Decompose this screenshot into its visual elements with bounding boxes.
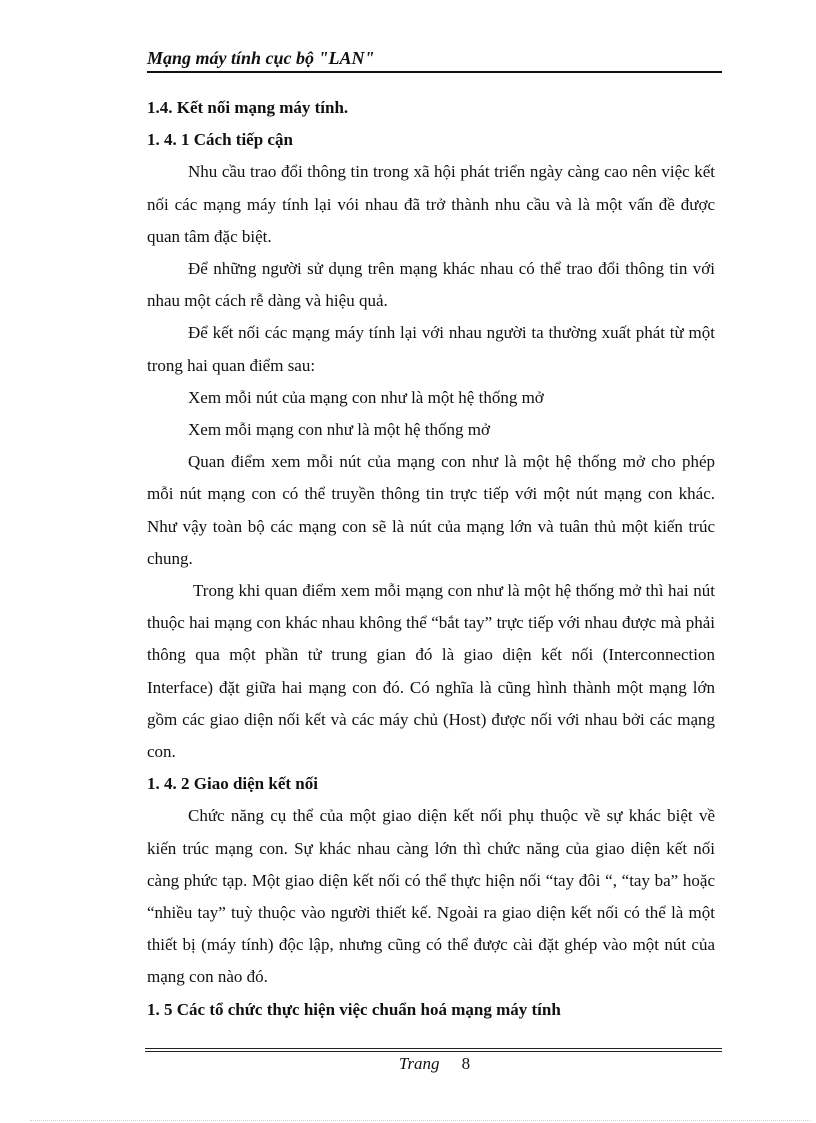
paragraph: Nhu cầu trao đổi thông tin trong xã hội phát triển ngày càng cao nên việc kết nối các mạng máy tính lại vói nhau đã trở thành nhu cầu và là một vấn đề được quan tâm đặc biệt. — [147, 162, 715, 246]
page-footer — [147, 1054, 722, 1074]
footer-rule-top — [145, 1048, 722, 1049]
page-edge-divider — [30, 1120, 810, 1121]
list-item: Xem mỗi mạng con như là một hệ thống mở — [188, 420, 490, 440]
paragraph: Quan điểm xem mỗi nút của mạng con như là một hệ thống mở cho phép mỗi nút mạng con có thể truyền thông tin trực tiếp với một nút mạng con khác. Như vậy toàn bộ các mạng con sẽ là nút của mạng lớn và tuân thủ một kiến trúc chung. — [147, 452, 715, 568]
page-number: 8 — [461, 1054, 471, 1073]
section-heading-1-4-2: 1. 4. 2 Giao diện kết nối — [147, 774, 318, 794]
paragraph: Chức năng cụ thể của một giao diện kết nối phụ thuộc về sự khác biệt về kiến trúc mạng con. Sự khác nhau càng lớn thì chức năng của giao diện kết nối càng phức tạp. Một giao diện kết nối có thể thực hiện nối “tay đôi “, “tay ba” hoặc “nhiều tay” tuỳ thuộc vào người thiết kế. Ngoài ra giao diện kết nối có thể là một thiết bị (máy tính) độc lập, nhưng cũng có thể được cài đặt ghép vào một nút của mạng con nào đó. — [147, 806, 715, 987]
header-title: Mạng máy tính cục bộ "LAN" — [147, 48, 375, 68]
section-heading-1-5: 1. 5 Các tổ chức thực hiện việc chuẩn hoá mạng máy tính — [147, 999, 561, 1019]
document-body — [147, 92, 715, 1026]
section-heading-1-4-1: 1. 4. 1 Cách tiếp cận — [147, 130, 293, 150]
paragraph: Để kết nối các mạng máy tính lại với nhau người ta thường xuất phát từ một trong hai quan điểm sau: — [147, 323, 715, 375]
section-heading-1-4: 1.4. Kết nối mạng máy tính. — [147, 98, 349, 117]
paragraph: Trong khi quan điểm xem mỗi mạng con như là một hệ thống mở thì hai nút thuộc hai mạng con khác nhau không thể “bắt tay” trực tiếp với nhau được mà phải thông qua một phần tử trung gian đó là giao diện kết nối (Interconnection Interface) đặt giữa hai mạng con đó. Có nghĩa là cũng hình thành một mạng lớn gồm các giao diện nối kết và các máy chủ (Host) được nối với nhau bởi các mạng con. — [147, 581, 715, 762]
list-item: Xem mỗi nút của mạng con như là một hệ thống mở — [188, 387, 544, 407]
page-header — [147, 48, 722, 73]
footer-label: Trang — [398, 1054, 440, 1073]
paragraph: Để những người sử dụng trên mạng khác nhau có thể trao đổi thông tin với nhau một cách rễ dàng và hiệu quả. — [147, 259, 715, 311]
footer-rule-bottom — [145, 1051, 722, 1052]
